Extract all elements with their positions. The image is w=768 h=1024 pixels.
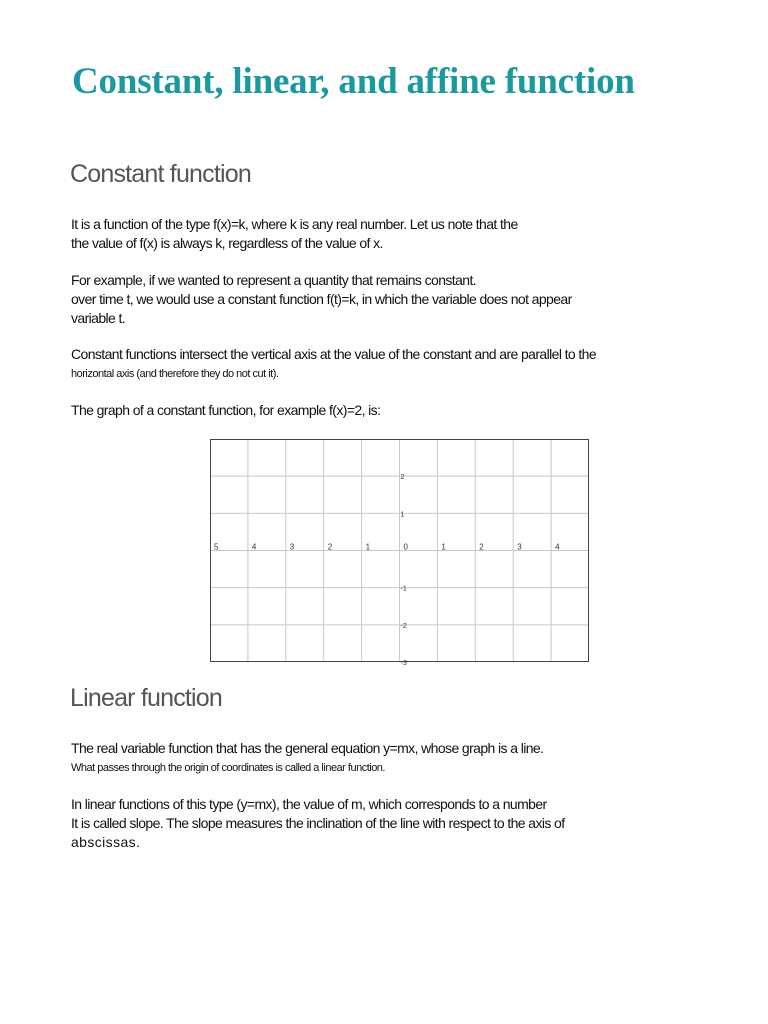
constant-p2-line2: over time t, we would use a constant function f(t)=k, in which the variable does not appear bbox=[71, 291, 572, 307]
x-tick-label: 3 bbox=[517, 542, 522, 552]
y-tick-label: 1 bbox=[400, 511, 405, 519]
x-tick-label: 0 bbox=[403, 542, 408, 552]
x-tick-label: 5 bbox=[214, 542, 219, 552]
y-tick-label: 2 bbox=[400, 474, 405, 482]
linear-p1-line1: The real variable function that has the general equation y=mx, whose graph is a line. bbox=[71, 740, 544, 756]
constant-p3-line2: horizontal axis (and therefore they do not cut it). bbox=[71, 368, 279, 380]
page-title: Constant, linear, and affine function bbox=[72, 61, 635, 102]
x-tick-label: 1 bbox=[365, 542, 371, 552]
linear-p2-line1: In linear functions of this type (y=mx), the value of m, which corresponds to a number bbox=[71, 796, 547, 812]
constant-p2-line3: variable t. bbox=[71, 310, 126, 326]
constant-p4: The graph of a constant function, for example f(x)=2, is: bbox=[71, 402, 381, 418]
x-tick-label: 2 bbox=[327, 542, 333, 552]
x-tick-label: 2 bbox=[479, 542, 484, 552]
x-tick-label: 4 bbox=[251, 542, 257, 552]
linear-p2-line3: abscissas. bbox=[71, 834, 141, 850]
y-tick-label: -1 bbox=[400, 585, 407, 593]
linear-function-heading: Linear function bbox=[70, 684, 223, 712]
constant-function-graph bbox=[210, 439, 589, 667]
y-tick-label: -3 bbox=[400, 660, 407, 667]
x-tick-label: 1 bbox=[441, 542, 446, 552]
constant-function-heading: Constant function bbox=[70, 160, 251, 188]
y-tick-label: -2 bbox=[400, 622, 407, 630]
constant-p2-line1: For example, if we wanted to represent a quantity that remains constant. bbox=[71, 272, 477, 288]
x-tick-label: 4 bbox=[555, 542, 560, 552]
x-tick-label: 3 bbox=[289, 542, 295, 552]
linear-p1-line2: What passes through the origin of coordinates is called a linear function. bbox=[71, 762, 385, 774]
linear-p2-line2: It is called slope. The slope measures the inclination of the line with respect to the axis of bbox=[71, 815, 565, 831]
constant-p3-line1: Constant functions intersect the vertical axis at the value of the constant and are parallel to the bbox=[71, 346, 597, 362]
constant-p1-line1: It is a function of the type f(x)=k, where k is any real number. Let us note that the bbox=[71, 216, 518, 232]
constant-p1-line2: the value of f(x) is always k, regardless of the value of x. bbox=[71, 235, 383, 251]
